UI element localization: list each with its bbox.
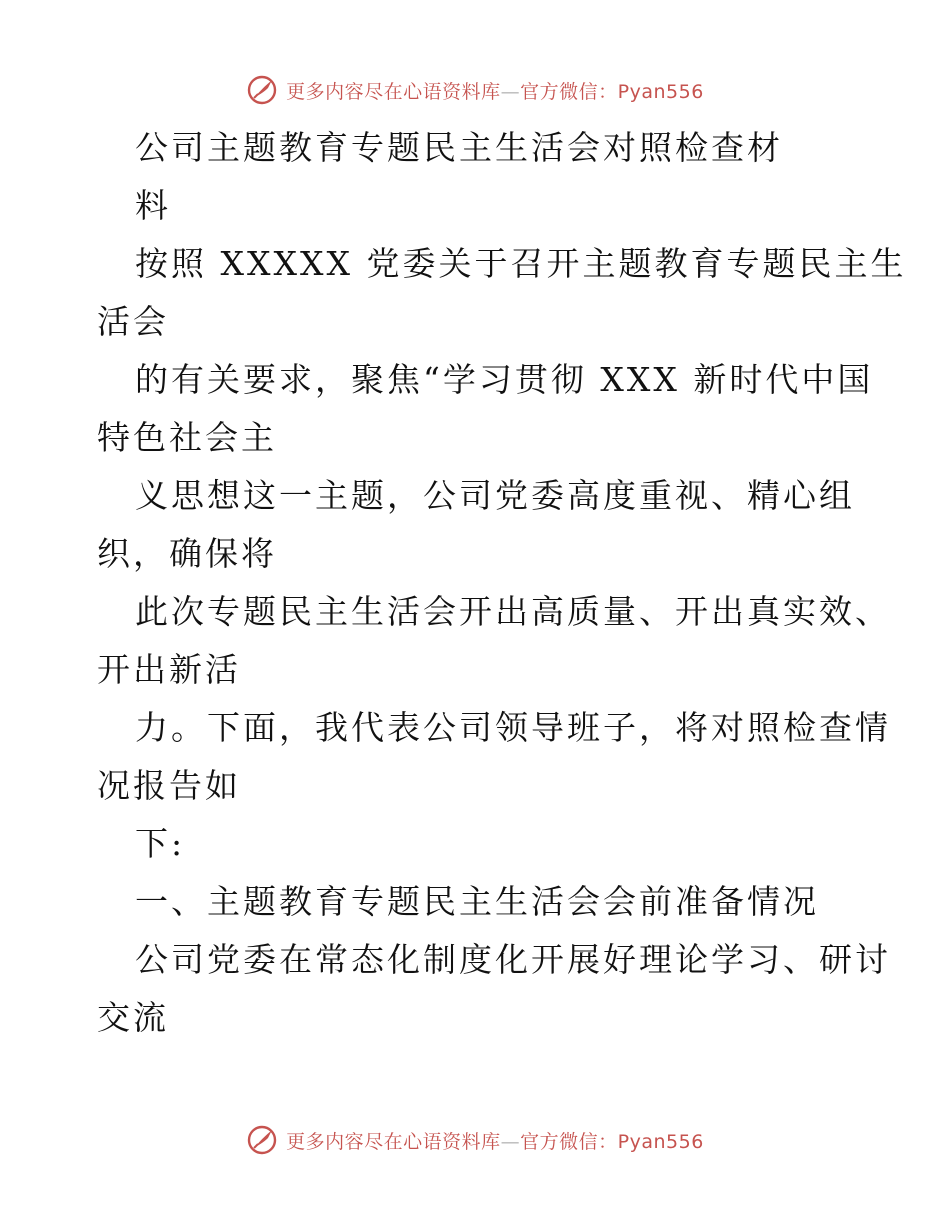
watermark-header (0, 72, 950, 108)
paragraph-line: 特色社会主 (97, 418, 277, 457)
watermark-text: 更多内容尽在心语资料库—官方微信：Pyan556 (286, 1130, 704, 1153)
document-title-line-2: 料 (135, 186, 171, 225)
paragraph-line: 交流 (97, 998, 169, 1037)
paragraph-line: 此次专题民主生活会开出高质量、开出真实效、 (135, 592, 891, 631)
section-heading: 一、主题教育专题民主生活会会前准备情况 (135, 882, 819, 921)
paragraph-line: 下: (135, 824, 186, 863)
document-title-line-1: 公司主题教育专题民主生活会对照检查材 (135, 128, 783, 167)
paragraph-line: 按照 XXXXX 党委关于召开主题教育专题民主生 (135, 244, 907, 283)
paragraph-line: 活会 (97, 302, 169, 341)
paragraph-line: 的有关要求，聚焦“学习贯彻 XXX 新时代中国 (135, 360, 874, 399)
paragraph-line: 开出新活 (97, 650, 241, 689)
watermark-text: 更多内容尽在心语资料库—官方微信：Pyan556 (286, 80, 704, 103)
paragraph-line: 织，确保将 (97, 534, 277, 573)
watermark-footer (0, 1122, 950, 1158)
paragraph-line: 公司党委在常态化制度化开展好理论学习、研讨 (135, 940, 891, 979)
quill-seal-icon (246, 74, 278, 106)
paragraph-line: 况报告如 (97, 766, 241, 805)
paragraph-line: 力。下面，我代表公司领导班子，将对照检查情 (135, 708, 891, 747)
quill-seal-icon (246, 1124, 278, 1156)
paragraph-line: 义思想这一主题，公司党委高度重视、精心组 (135, 476, 855, 515)
